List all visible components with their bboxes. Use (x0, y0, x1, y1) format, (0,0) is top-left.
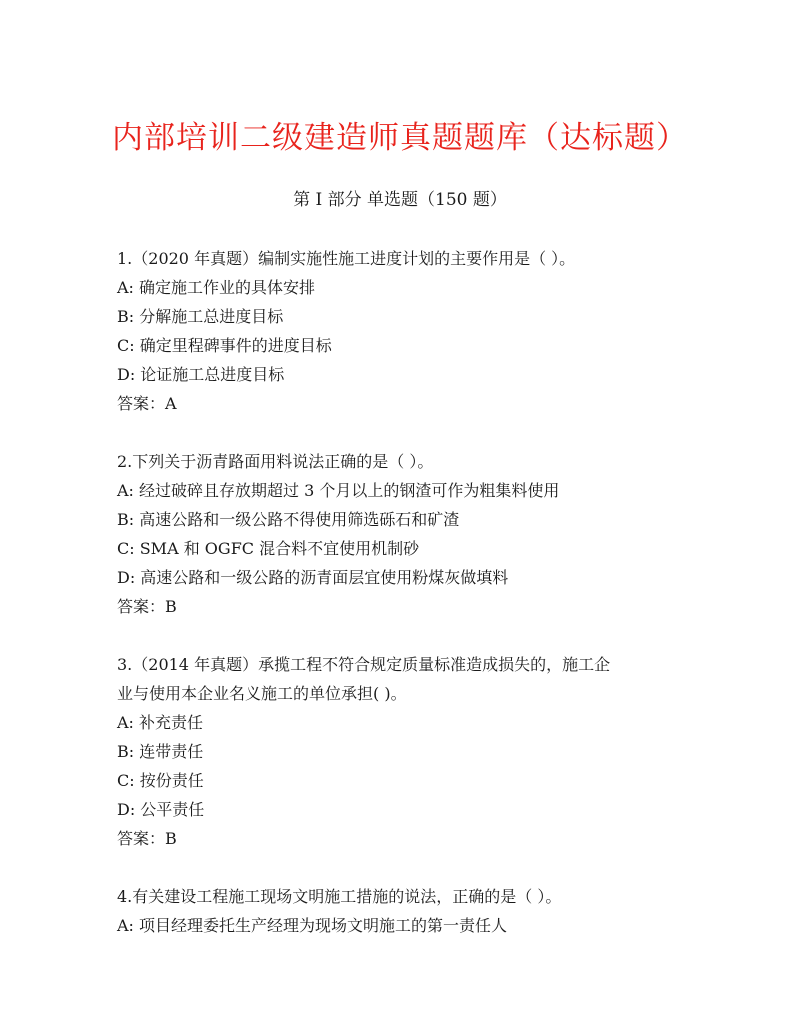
option-d: D: 公平责任 (117, 800, 205, 819)
question-stem-line-1: 3.（2014 年真题）承揽工程不符合规定质量标准造成损失的，施工企 (117, 655, 611, 674)
option-a: A: 经过破碎且存放期超过 3 个月以上的钢渣可作为粗集料使用 (117, 481, 560, 500)
option-c: C: 确定里程碑事件的进度目标 (117, 336, 332, 355)
section-heading: 第 I 部分 单选题（150 题） (293, 190, 507, 210)
document-title: 内部培训二级建造师真题题库（达标题） (112, 120, 688, 156)
question-stem: 2.下列关于沥青路面用料说法正确的是（ ）。 (117, 452, 434, 471)
question-list (117, 244, 687, 969)
option-b: B: 分解施工总进度目标 (117, 307, 284, 326)
question-4 (117, 882, 687, 940)
question-1 (117, 244, 687, 418)
option-c: C: 按份责任 (117, 771, 204, 790)
option-b: B: 高速公路和一级公路不得使用筛选砾石和矿渣 (117, 510, 460, 529)
option-a: A: 确定施工作业的具体安排 (117, 278, 316, 297)
question-stem: 1.（2020 年真题）编制实施性施工进度计划的主要作用是（ ）。 (117, 249, 576, 268)
answer: 答案：B (117, 597, 177, 616)
answer: 答案：A (117, 394, 177, 413)
option-d: D: 高速公路和一级公路的沥青面层宜使用粉煤灰做填料 (117, 568, 509, 587)
option-b: B: 连带责任 (117, 742, 204, 761)
question-stem: 4.有关建设工程施工现场文明施工措施的说法，正确的是（ ）。 (117, 887, 562, 906)
option-c: C: SMA 和 OGFC 混合料不宜使用机制砂 (117, 539, 420, 558)
option-a: A: 补充责任 (117, 713, 204, 732)
question-2 (117, 447, 687, 621)
option-d: D: 论证施工总进度目标 (117, 365, 285, 384)
question-3 (117, 650, 687, 853)
option-a: A: 项目经理委托生产经理为现场文明施工的第一责任人 (117, 916, 508, 935)
answer: 答案：B (117, 829, 177, 848)
question-stem-line-2: 业与使用本企业名义施工的单位承担( )。 (117, 684, 407, 703)
